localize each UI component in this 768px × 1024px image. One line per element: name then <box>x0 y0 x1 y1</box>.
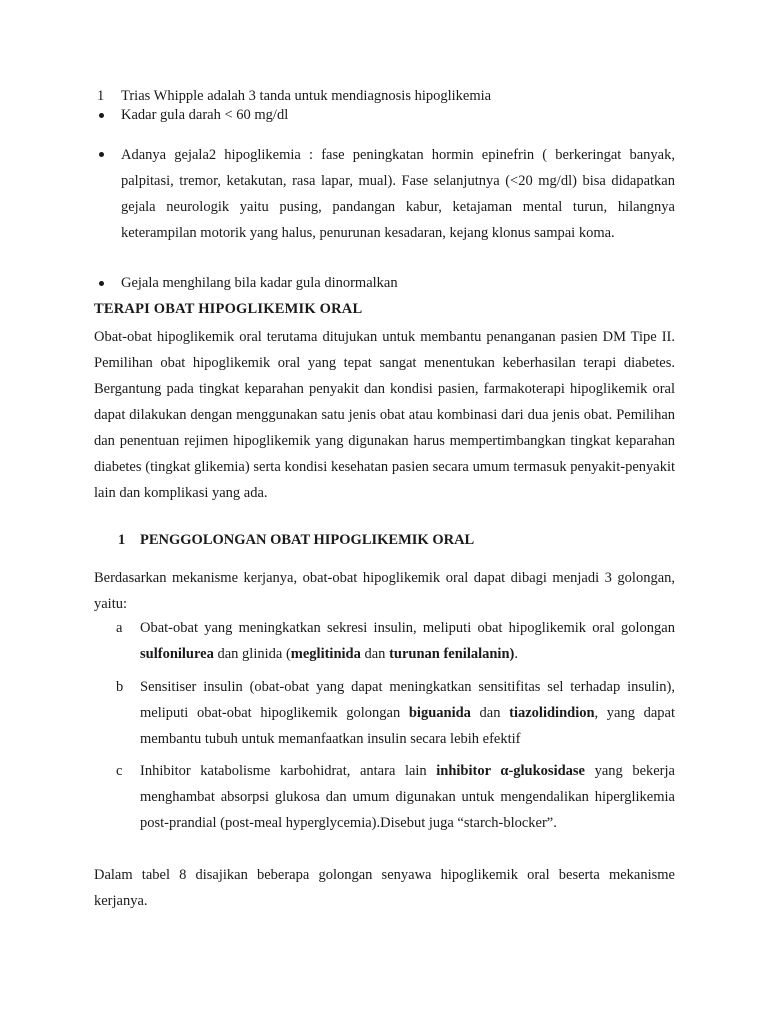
bullet-text: Kadar gula darah < 60 mg/dl <box>121 107 289 123</box>
list-item-a <box>116 615 675 667</box>
bullet-icon <box>99 152 104 157</box>
bold-term: meglitinida <box>290 646 361 662</box>
section-heading: TERAPI OBAT HIPOGLIKEMIK ORAL <box>94 301 363 317</box>
list-label: a <box>116 620 123 636</box>
whipple-number: 1 <box>97 88 105 104</box>
subsection-title: PENGGOLONGAN OBAT HIPOGLIKEMIK ORAL <box>140 532 475 548</box>
subsection-intro-paragraph: Berdasarkan mekanisme kerjanya, obat-obat hipoglikemik oral dapat dibagi menjadi 3 golongan, yaitu: <box>94 570 675 612</box>
bold-term: biguanida <box>408 705 471 721</box>
bold-term: sulfonilurea <box>140 646 214 662</box>
bullet-text: Adanya gejala2 hipoglikemia : fase peningkatan hormin epinefrin ( berkeringat banyak, palpitasi, tremor, ketakutan, rasa lapar, mual). Fase selanjutnya (<20 mg/dl) bisa didapatkan gejala neurologik yaitu pusing, pandangan kabur, ketajaman mental turun, hilangnya keterampilan motorik yang halus, penurunan kesadaran, kejang klonus sampai koma. <box>121 147 675 241</box>
bullet-item <box>97 106 675 124</box>
bullet-item <box>97 142 675 246</box>
list-label: b <box>116 679 124 695</box>
bullet-icon <box>99 281 104 286</box>
whipple-title-line <box>97 87 697 105</box>
closing-paragraph: Dalam tabel 8 disajikan beberapa golongan senyawa hipoglikemik oral beserta mekanisme kerjanya. <box>94 867 675 909</box>
list-text: Obat-obat yang meningkatkan sekresi insulin, meliputi obat hipoglikemik oral golongan sulfonilurea dan glinida (meglitinida dan turunan fenilalanin). <box>140 620 675 662</box>
bullet-icon <box>99 113 104 118</box>
section-intro-paragraph: Obat-obat hipoglikemik oral terutama ditujukan untuk membantu penanganan pasien DM Tipe II. Pemilihan obat hipoglikemik oral yang tepat sangat menentukan keberhasilan terapi diabetes. Bergantung pada tingkat keparahan penyakit dan kondisi pasien, farmakoterapi hipoglikemik oral dapat dilakukan dengan menggunakan satu jenis obat atau kombinasi dari dua jenis obat. Pemilihan dan penentuan rejimen hipoglikemik yang digunakan harus mempertimbangkan tingkat keparahan diabetes (tingkat glikemia) serta kondisi kesehatan pasien secara umum termasuk penyakit-penyakit lain dan komplikasi yang ada. <box>94 329 675 501</box>
subsection-number: 1 <box>118 532 126 548</box>
bold-term: turunan fenilalanin) <box>389 646 515 662</box>
list-label: c <box>116 763 123 779</box>
list-item-b <box>116 674 675 752</box>
bold-term: inhibitor α-glukosidase <box>436 763 585 779</box>
list-text: Sensitiser insulin (obat-obat yang dapat meningkatkan sensitifitas sel terhadap insulin), meliputi obat-obat hipoglikemik golongan biguanida dan tiazolidindion, yang dapat membantu tubuh untuk memanfaatkan insulin secara lebih efektif <box>140 679 675 747</box>
subsection-heading <box>118 532 474 549</box>
bullet-item <box>97 274 675 292</box>
bold-term: tiazolidindion <box>509 705 595 721</box>
list-text: Inhibitor katabolisme karbohidrat, antara lain inhibitor α-glukosidase yang bekerja menghambat absorpsi glukosa dan umum digunakan untuk mengendalikan hiperglikemia post-prandial (post-meal hyperglycemia).Disebut juga “starch-blocker”. <box>140 763 675 831</box>
whipple-title: Trias Whipple adalah 3 tanda untuk mendiagnosis hipoglikemia <box>121 88 492 104</box>
bullet-text: Gejala menghilang bila kadar gula dinormalkan <box>121 275 398 291</box>
list-item-c <box>116 758 675 836</box>
